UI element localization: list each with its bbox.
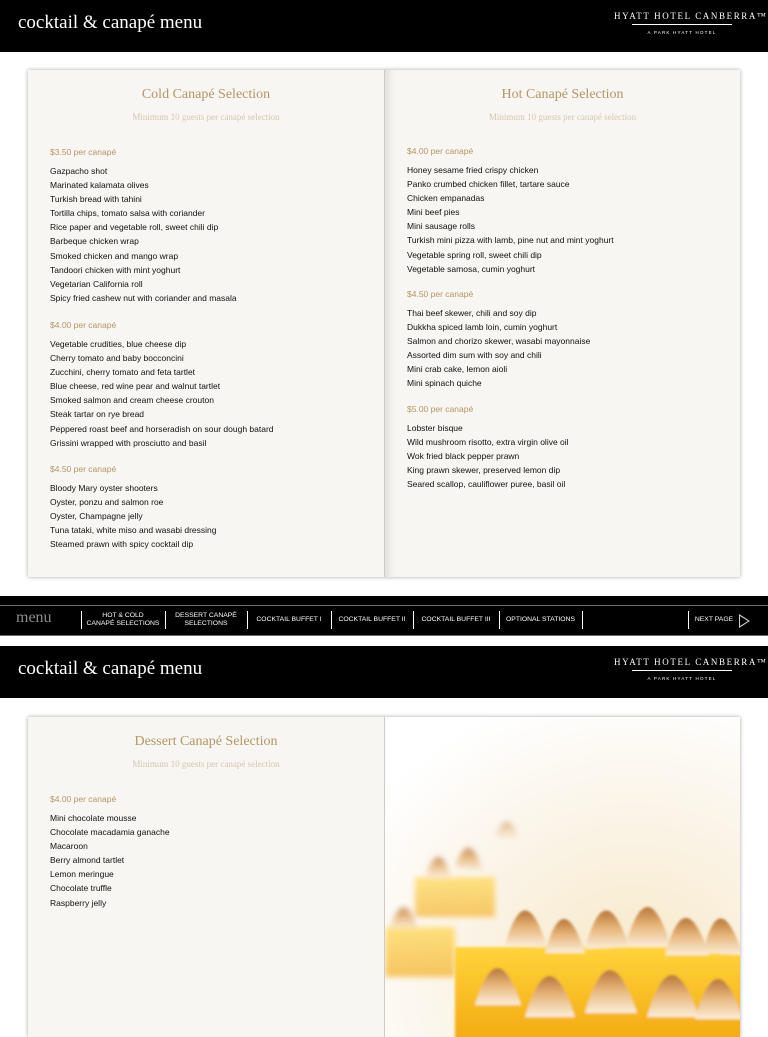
menu-item: Mini chocolate mousse [50,813,137,823]
nav-item-label: OPTIONAL STATIONS [506,616,575,623]
menu-item-list [50,164,237,305]
nav-menu-label: menu [16,609,52,626]
menu-navigation-bar [0,596,768,636]
menu-item: Dukkha spiced lamb loin, cumin yoghurt [407,322,558,333]
section-title: Cold Canapé Selection [141,87,271,102]
hotel-name: HYATT HOTEL CANBERRA™ [614,657,768,667]
hotel-name: HYATT HOTEL CANBERRA™ [614,11,768,21]
menu-item: Turkish mini pizza with lamb, pine nut and mint yoghurt [407,235,614,246]
menu-item: Lemon meringue [50,869,114,880]
menu-item: Chocolate macadamia ganache [50,827,170,838]
menu-book-page-two [28,717,740,1037]
hotel-subtitle: A PARK HYATT HOTEL [647,30,717,35]
menu-item: Smoked chicken and mango wrap [50,250,179,261]
menu-item: Vegetable samosa, cumin yoghurt [407,263,536,274]
logo-rule [632,24,732,25]
menu-item-list [50,481,216,551]
menu-title: cocktail & canapé menu [18,12,203,33]
menu-item: Steak tartar on rye bread [50,409,145,420]
nav-divider [688,611,689,629]
menu-item: Chicken empanadas [407,193,485,204]
menu-item: Bloody Mary oyster shooters [50,483,158,493]
nav-optional-stations[interactable] [500,610,581,630]
nav-item-label: COCKTAIL BUFFET III [421,616,491,623]
menu-item: Berry almond tartlet [50,855,125,866]
section-title: Hot Canapé Selection [501,87,624,102]
menu-item: Cherry tomato and baby bocconcini [50,353,184,364]
lemon-meringue-photo [385,717,740,1037]
cold-canape-page [28,70,385,577]
menu-item: Vegetable spring roll, sweet chili dip [407,249,542,260]
menu-title: cocktail & canapé menu [18,658,203,679]
section-title: Dessert Canapé Selection [134,734,278,749]
menu-item: Mini spinach quiche [407,378,482,389]
price-heading: $4.00 per canapé [407,146,474,156]
menu-item: Vegetable crudities, blue cheese dip [50,339,187,349]
menu-item: Panko crumbed chicken fillet, tartare sauce [407,179,570,190]
logo-rule [632,670,732,671]
menu-item-list [407,306,590,391]
price-heading: $4.50 per canapé [50,464,117,474]
section-subtitle: Minimum 10 guests per canapé selection [132,112,280,122]
nav-dessert-canape[interactable] [166,610,246,630]
menu-item: Tuna tataki, white miso and wasabi dressing [50,525,217,536]
nav-top-rule [0,605,768,606]
nav-item-label: HOT & COLD [102,612,144,619]
section-subtitle: Minimum 10 guests per canapé selection [132,759,280,769]
menu-item-list [407,163,614,276]
menu-item-list [50,337,274,450]
price-heading: $5.00 per canapé [407,404,474,414]
menu-book-page-one [28,70,740,577]
next-page-label: NEXT PAGE [694,616,734,623]
menu-item: Lobster bisque [407,423,463,433]
menu-item: Marinated kalamata olives [50,180,149,191]
menu-item: Mini sausage rolls [407,221,476,232]
menu-item: Mini beef pies [407,207,460,218]
menu-item: Tandoori chicken with mint yoghurt [50,264,181,275]
menu-item: Seared scallop, cauliflower puree, basil oil [407,479,566,490]
menu-item: Spicy fried cashew nut with coriander and masala [50,292,237,303]
nav-item-label: COCKTAIL BUFFET II [338,616,406,623]
menu-item: Thai beef skewer, chili and soy dip [407,308,537,318]
price-heading: $4.00 per canapé [50,794,117,804]
menu-item: Rice paper and vegetable roll, sweet chili dip [50,222,219,233]
second-header [0,646,768,698]
section-subtitle: Minimum 10 guests per canapé selection [488,112,637,122]
price-heading: $4.50 per canapé [407,289,474,299]
menu-item: Turkish bread with tahini [50,194,142,205]
menu-item: King prawn skewer, preserved lemon dip [407,465,561,476]
menu-item: Steamed prawn with spicy cocktail dip [50,539,194,550]
menu-item: Raspberry jelly [50,897,107,908]
menu-item: Zucchini, cherry tomato and feta tartlet [50,367,196,378]
dessert-canape-page [28,717,385,1037]
menu-item: Gazpacho shot [50,166,108,176]
hot-canape-page [385,70,740,577]
menu-item: Oyster, Champagne jelly [50,511,143,522]
menu-item: Wild mushroom risotto, extra virgin olive oil [407,437,569,448]
menu-item: Grissini wrapped with prosciutto and basil [50,437,207,448]
nav-hot-cold-canape[interactable] [82,610,164,630]
nav-divider [582,611,583,629]
menu-item: Smoked salmon and cream cheese crouton [50,395,214,406]
price-heading: $4.00 per canapé [50,320,117,330]
menu-item: Mini crab cake, lemon aioli [407,364,508,375]
meringue-illustration [385,717,740,1037]
menu-item: Assorted dim sum with soy and chili [407,350,542,361]
hotel-logo[interactable] [614,657,768,689]
nav-cocktail-buffet-2[interactable] [332,610,412,630]
hotel-subtitle: A PARK HYATT HOTEL [647,676,717,681]
menu-item: Macaroon [50,841,88,852]
next-arrow-icon[interactable] [739,614,750,628]
menu-item: Vegetarian California roll [50,278,143,289]
nav-cocktail-buffet-1[interactable] [248,610,330,630]
nav-item-label: COCKTAIL BUFFET I [256,616,322,623]
menu-item: Chocolate truffle [50,883,112,894]
top-header [0,0,768,52]
menu-item: Blue cheese, red wine pear and walnut tartlet [50,381,221,392]
menu-item: Salmon and chorizo skewer, wasabi mayonnaise [407,336,591,347]
nav-bottom-rule [0,635,768,636]
nav-cocktail-buffet-3[interactable] [414,610,498,630]
next-page-button[interactable] [690,610,738,630]
menu-item: Barbeque chicken wrap [50,236,139,247]
menu-item-list [407,421,569,491]
menu-item: Tortilla chips, tomato salsa with coriander [50,208,205,219]
hotel-logo[interactable] [614,11,768,43]
menu-item: Wok fried black pepper prawn [407,451,520,462]
menu-item-list [50,811,170,910]
menu-item: Oyster, ponzu and salmon roe [50,497,164,508]
price-heading: $3.50 per canapé [50,147,117,157]
nav-item-label: DESSERT CANAPÉ [175,612,237,619]
menu-item: Honey sesame fried crispy chicken [407,165,539,175]
menu-item: Peppered roast beef and horseradish on sour dough batard [50,423,274,434]
nav-item-label: CANAPÉ SELECTIONS [86,620,160,627]
nav-item-label: SELECTIONS [184,620,228,627]
